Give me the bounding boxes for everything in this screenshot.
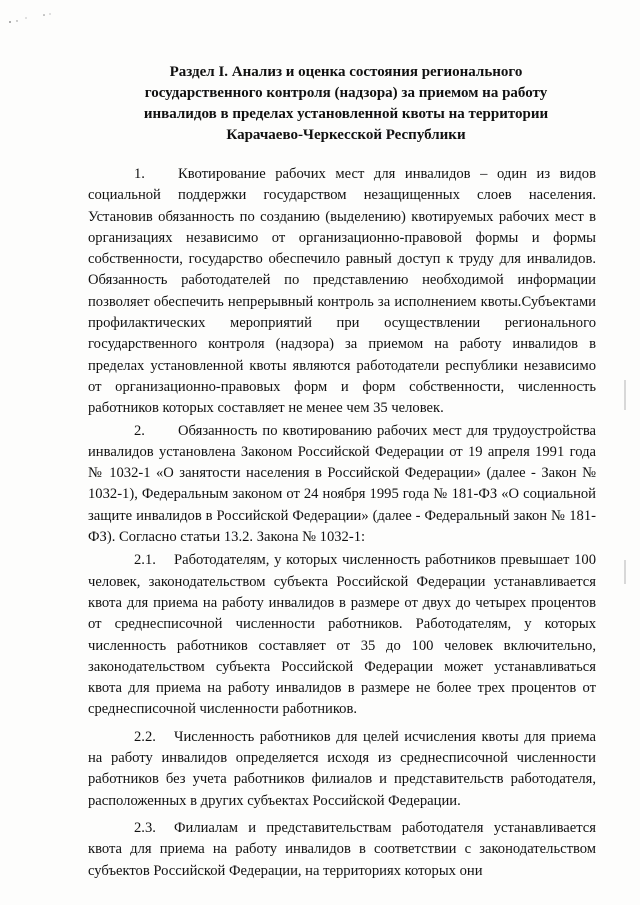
paragraph-text: Квотирование рабочих мест для инвалидов – один из видов социальной поддержки государством незащищенных слоев населения. Установив обязанность по созданию (выделению) квотируемых рабочих мест в организациях независимо от организационно-правовой формы и формы собственности, государство обеспечило равный доступ к труду для инвалидов. Обязанность работодателей по представлению необходимой информации позволяет обеспечить непрерывный контроль за исполнением квоты.Субъектами профилактических мероприятий при осуществлении регионального государственного контроля (надзора) за приемом на работу инвалидов в пределах установленной квоты являются работодатели республики независимо от организационно-правовых форм и форм собственности, численность работников которых составляет не менее чем 35 человек.: [88, 166, 596, 417]
scan-specks-decoration: [6, 8, 66, 28]
document-body: [88, 164, 596, 882]
paragraph-2: [88, 421, 596, 549]
paragraph-2-3: [88, 818, 596, 882]
paragraph-number: 2.: [134, 422, 145, 439]
title-line: Раздел I. Анализ и оценка состояния регионального: [169, 64, 523, 80]
paragraph-text: Филиалам и представительствам работодателя устанавливается квота для приема на работу инвалидов в соответствии с законодательством субъектов Российской Федерации, на территориях которых они: [88, 819, 596, 879]
section-title: [88, 62, 604, 146]
scan-edge-mark: [624, 560, 626, 584]
title-line: государственного контроля (надзора) за приемом на работу: [144, 85, 548, 101]
paragraph-1: [88, 164, 596, 420]
paragraph-text: Обязанность по квотированию рабочих мест для трудоустройства инвалидов установлена Законом Российской Федерации от 19 апреля 1991 года № 1032-1 «О занятости населения в Российской Федерации» (далее - Закон № 1032-1), Федеральным законом от 24 ноября 1995 года № 181-ФЗ «О социальной защите инвалидов в Российской Федерации» (далее - Федеральный закон № 181- ФЗ). Согласно статьи 13.2. Закона № 1032-1:: [88, 422, 596, 546]
paragraph-2-2: [88, 727, 596, 812]
paragraph-number: 2.1.: [134, 552, 156, 569]
title-line: инвалидов в пределах установленной квоты на территории: [143, 106, 549, 122]
paragraph-number: 2.2.: [134, 728, 156, 745]
paragraph-text: Численность работников для целей исчисления квоты для приема на работу инвалидов определяется исходя из среднесписочной численности работников без учета работников филиалов и представительств работодателя, расположенных в других субъектах Российской Федерации.: [88, 728, 596, 809]
paragraph-number: 1.: [134, 166, 145, 182]
paragraph-text: Работодателям, у которых численность работников превышает 100 человек, законодательством субъекта Российской Федерации устанавливается квота для приема на работу инвалидов в размере от двух до четырех процентов от среднесписочной численности работников. Работодателям, у которых численность работников составляет от 35 до 100 человек включительно, законодательством субъекта Российской Федерации может устанавливаться квота для приема на работу инвалидов в размере не более трех процентов от среднесписочной численности работников.: [88, 552, 596, 718]
paragraph-2-1: [88, 550, 596, 720]
scan-edge-mark: [624, 380, 626, 410]
paragraph-number: 2.3.: [134, 819, 156, 836]
title-line: Карачаево-Черкесской Республики: [226, 127, 466, 143]
